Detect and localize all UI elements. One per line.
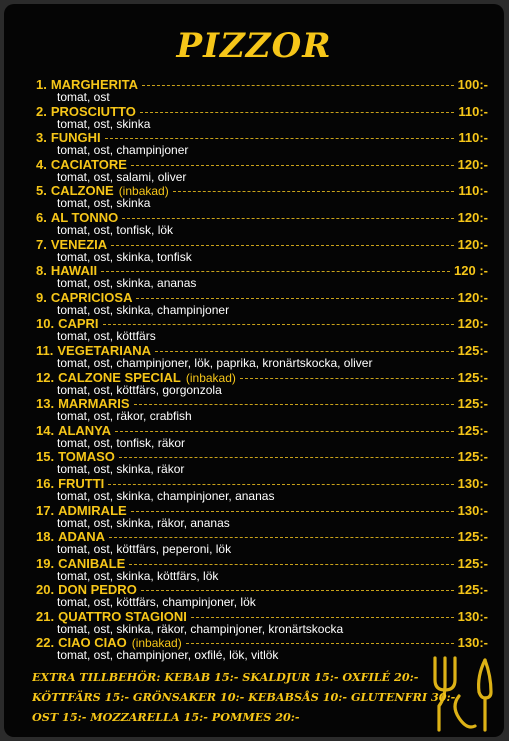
item-price: 130:- [457, 502, 488, 518]
leader-dots [105, 138, 455, 139]
item-number: 15. [36, 449, 55, 465]
item-price: 125:- [457, 342, 488, 358]
item-ingredients: tomat, ost, skinka, köttfärs, lök [57, 568, 219, 583]
item-price: 110:- [458, 103, 488, 119]
item-number: 14. [36, 422, 55, 438]
leader-dots [111, 245, 453, 246]
item-name: VEGETARIANA [57, 342, 152, 358]
item-number: 18. [36, 529, 55, 545]
item-ingredients: tomat, ost, köttfärs [57, 329, 156, 344]
menu-item [36, 396, 488, 423]
item-name: CALZONE [50, 183, 114, 199]
item-ingredients: tomat, ost, skinka [57, 196, 151, 211]
leader-dots [136, 298, 453, 299]
leader-dots [115, 431, 454, 432]
item-ingredients: tomat, ost, champinjoner, oxfilé, lök, vitlök [57, 648, 279, 663]
item-price: 130:- [457, 608, 488, 624]
item-name: QUATTRO STAGIONI [58, 608, 187, 624]
restaurant-logo-icon [429, 646, 499, 736]
item-price: 110:- [458, 130, 488, 146]
item-number: 8. [36, 263, 47, 279]
item-name: FUNGHI [50, 130, 101, 146]
item-name: VENEZIA [50, 236, 108, 252]
menu-item [36, 183, 488, 210]
item-ingredients: tomat, ost, köttfärs, peperoni, lök [57, 542, 232, 557]
item-number: 3. [36, 130, 47, 146]
item-price: 120:- [457, 156, 488, 172]
menu-item [36, 609, 488, 636]
item-number: 9. [36, 289, 47, 305]
item-ingredients: tomat, ost, skinka, champinjoner, ananas [57, 488, 275, 503]
item-name: CANIBALE [58, 555, 126, 571]
item-price: 125:- [457, 529, 488, 545]
item-number: 6. [36, 209, 47, 225]
leader-dots [129, 564, 453, 565]
item-number: 7. [36, 236, 47, 252]
item-ingredients: tomat, ost, skinka, räkor, ananas [57, 515, 230, 530]
item-number: 19. [36, 555, 55, 571]
menu-card [4, 4, 504, 737]
item-name: ADANA [58, 529, 106, 545]
item-number: 5. [36, 183, 47, 199]
item-number: 21. [36, 608, 55, 624]
menu-item [36, 157, 488, 184]
item-price: 125:- [457, 396, 488, 412]
item-ingredients: tomat, ost, champinjoner, lök, paprika, kronärtskocka, oliver [57, 355, 373, 370]
item-price: 100:- [457, 77, 488, 92]
item-number: 20. [36, 582, 55, 598]
item-name: CALZONE SPECIAL [58, 369, 181, 385]
item-price: 125:- [457, 582, 488, 598]
menu-item [36, 476, 488, 503]
page-title: PIZZOR [176, 26, 332, 66]
item-price: 125:- [457, 422, 488, 438]
item-price: 130:- [457, 635, 488, 651]
item-name: ADMIRALE [58, 502, 127, 518]
item-ingredients: tomat, ost, tonfisk, lök [57, 222, 174, 237]
leader-dots [122, 218, 453, 219]
item-name: ALANYA [58, 422, 112, 438]
menu-item [36, 316, 488, 343]
menu-item [36, 77, 488, 104]
item-price: 125:- [457, 449, 488, 465]
item-ingredients: tomat, ost, skinka, räkor, champinjoner, kronärtskocka [57, 621, 344, 636]
menu-item [36, 104, 488, 131]
item-price: 120:- [457, 236, 488, 252]
item-number: 16. [36, 475, 55, 491]
item-price: 120:- [457, 209, 488, 225]
menu-item [36, 263, 488, 290]
item-number: 10. [36, 316, 55, 332]
menu-item [36, 290, 488, 317]
leader-dots [131, 511, 454, 512]
item-price: 130:- [457, 475, 488, 491]
item-number: 13. [36, 396, 55, 412]
leader-dots [134, 404, 454, 405]
item-ingredients: tomat, ost, köttfärs, champinjoner, lök [57, 595, 256, 610]
item-ingredients: tomat, ost, salami, oliver [57, 169, 187, 184]
extras-line-2: KÖTTFÄRS 15:- GRÖNSAKER 10:- KEBABSÅS 10:- GLUTENFRI 30:- [32, 690, 456, 704]
item-name: AL TONNO [50, 209, 119, 225]
leader-dots [191, 617, 454, 618]
menu-item [36, 529, 488, 556]
item-note: (inbakad) [131, 636, 182, 651]
item-ingredients: tomat, ost, skinka [57, 116, 151, 131]
extras-line-1: EXTRA TILLBEHÖR: KEBAB 15:- SKALDJUR 15:- OXFILÉ 20:- [32, 670, 419, 684]
item-note: (inbakad) [118, 184, 169, 199]
item-ingredients: tomat, ost [57, 90, 110, 104]
item-name: PROSCIUTTO [50, 103, 136, 119]
item-name: MARGHERITA [50, 77, 138, 92]
leader-dots [141, 590, 454, 591]
item-ingredients: tomat, ost, köttfärs, gorgonzola [57, 382, 222, 397]
menu-item [36, 449, 488, 476]
leader-dots [173, 191, 455, 192]
item-price: 120:- [457, 289, 488, 305]
leader-dots [108, 484, 453, 485]
menu-item [36, 343, 488, 370]
item-number: 4. [36, 156, 47, 172]
item-name: TOMASO [58, 449, 115, 465]
item-name: FRUTTI [58, 475, 105, 491]
item-number: 12. [36, 369, 55, 385]
item-number: 17. [36, 502, 55, 518]
menu-item [36, 423, 488, 450]
menu-item [36, 635, 488, 662]
leader-dots [119, 457, 454, 458]
menu-item [36, 556, 488, 583]
item-name: HAWAII [50, 263, 98, 279]
menu-item [36, 130, 488, 157]
item-ingredients: tomat, ost, tonfisk, räkor [57, 435, 186, 450]
item-ingredients: tomat, ost, champinjoner [57, 143, 189, 158]
item-name: DON PEDRO [58, 582, 137, 598]
item-number: 1. [36, 77, 47, 92]
menu-item [36, 503, 488, 530]
item-price: 110:- [458, 183, 488, 199]
item-number: 2. [36, 103, 47, 119]
leader-dots [155, 351, 454, 352]
item-ingredients: tomat, ost, skinka, räkor [57, 462, 185, 477]
item-ingredients: tomat, ost, räkor, crabfish [57, 409, 192, 424]
leader-dots [131, 165, 454, 166]
leader-dots [140, 112, 455, 113]
item-price: 120:- [457, 316, 488, 332]
item-ingredients: tomat, ost, skinka, ananas [57, 276, 197, 291]
item-name: MARMARIS [58, 396, 130, 412]
leader-dots [103, 324, 454, 325]
item-price: 125:- [457, 369, 488, 385]
item-number: 11. [36, 342, 54, 358]
item-name: CAPRI [58, 316, 99, 332]
menu-item [36, 210, 488, 237]
menu-item [36, 582, 488, 609]
leader-dots [101, 271, 450, 272]
menu-item [36, 370, 488, 397]
leader-dots [186, 643, 454, 644]
item-price: 120 :- [454, 263, 488, 279]
menu-item [36, 237, 488, 264]
item-price: 125:- [457, 555, 488, 571]
item-number: 22. [36, 635, 55, 651]
item-ingredients: tomat, ost, skinka, tonfisk [57, 249, 192, 264]
item-ingredients: tomat, ost, skinka, champinjoner [57, 302, 230, 317]
pizza-list [36, 77, 488, 662]
item-name: CAPRICIOSA [50, 289, 133, 305]
extras-line-3: OST 15:- MOZZARELLA 15:- POMMES 20:- [32, 710, 300, 724]
item-name: CIAO CIAO [58, 635, 127, 651]
leader-dots [142, 85, 454, 86]
item-note: (inbakad) [185, 370, 236, 385]
item-name: CACIATORE [50, 156, 127, 172]
leader-dots [109, 537, 454, 538]
leader-dots [240, 378, 454, 379]
